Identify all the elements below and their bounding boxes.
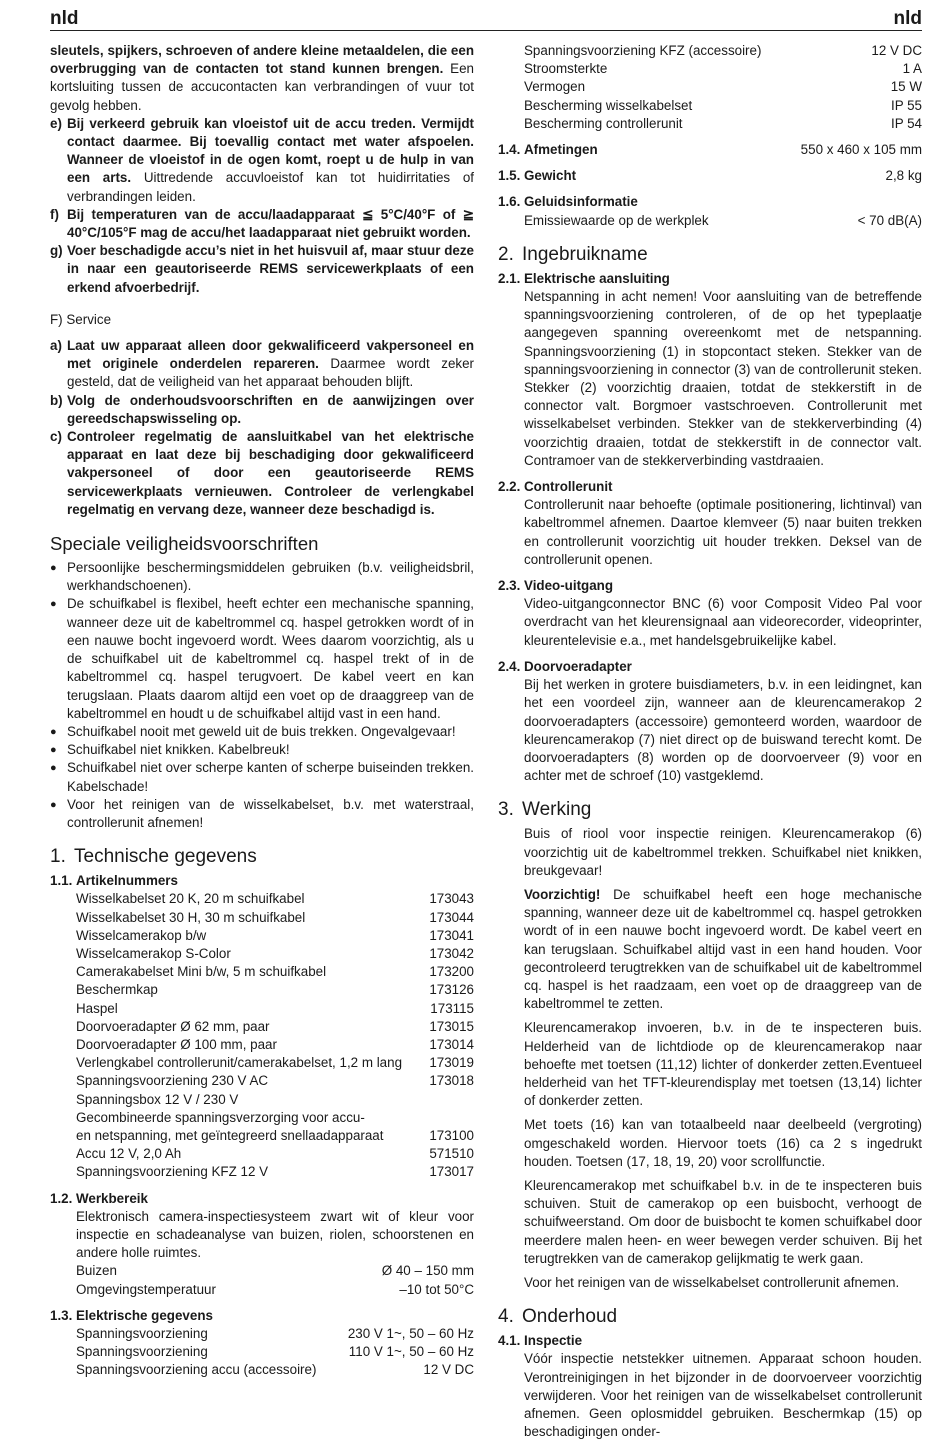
article-name: Verlengkabel controllerunit/camerakabelset, 1,2 m lang	[76, 1055, 403, 1071]
article-name: Doorvoeradapter Ø 100 mm, paar	[76, 1036, 277, 1052]
safety-bullet: ● De schuifkabel is flexibel, heeft echter een mechanische spanning, wanneer deze uit de kabeltrommel cq. haspel getrokken wordt of in een nauwe bocht ingevoerd wordt. Wees daarom voorzichtig, als u de schuifkabel uit de kabeltrommel cq. haspel trekt of in de kabeltrommel cq. haspel terugvoert. De kabel veert en kan terugslaan. Plaats daarom altijd een voet op de draaggreep van de kabeltrommel en houdt u de schuifkabel altijd vast in een hand.	[50, 595, 474, 722]
subsection-2-3-title: 2.3. Video-uitgang	[498, 578, 614, 594]
article-name: Spanningsvoorziening KFZ 12 V	[76, 1164, 269, 1180]
article-row	[50, 1109, 474, 1127]
werking-paragraph: Voor het reinigen van de wisselkabelset controllerunit afnemen.	[524, 1274, 900, 1290]
article-code: 173019	[429, 1055, 474, 1071]
article-row	[50, 1018, 474, 1036]
article-code: 173014	[429, 1036, 474, 1052]
article-row	[50, 927, 474, 945]
article-code: 173018	[429, 1073, 474, 1089]
article-row	[50, 1127, 474, 1145]
werking-paragraph: Met toets (16) kan van totaalbeeld naar deelbeeld (vergroting) omgeschakeld worden. Hiervoor toets (16) ca 2 s ingedrukt houden. Toetsen (17, 18, 19, 20) voor scrollfunctie.	[524, 1117, 922, 1169]
article-name: Camerakabelset Mini b/w, 5 m schuifkabel	[76, 964, 327, 980]
article-code: 173200	[429, 964, 474, 980]
noise-row: Emissiewaarde op de werkplek < 70 dB(A)	[524, 212, 922, 228]
werkbereik-text: Elektronisch camera-inspectiesysteem zwart wit of kleur voor inspectie en schadeanalyse van buizen, riolen, schoorstenen en andere holle ruimtes.	[76, 1208, 474, 1261]
article-code: 173044	[429, 909, 474, 925]
article-row	[50, 945, 474, 963]
article-code: 173126	[429, 982, 474, 998]
article-code: 173015	[429, 1018, 474, 1034]
safety-bullet: ● Voor het reinigen van de wisselkabelset, b.v. met waterstraal, controllerunit afnemen!	[50, 796, 474, 832]
subsection-1-6-title: 1.6. Geluidsinformatie	[498, 194, 638, 210]
article-name: Beschermkap	[76, 982, 158, 998]
elec-row: Vermogen 15 W	[524, 79, 922, 95]
article-code: 173100	[429, 1127, 474, 1143]
special-safety-title: Speciale veiligheidsvoorschriften	[50, 533, 319, 555]
article-name: Wisselcamerakop S-Color	[76, 945, 231, 961]
article-name: Spanningsvoorziening 230 V AC	[76, 1073, 269, 1089]
article-name: Wisselcamerakop b/w	[76, 927, 207, 943]
article-name: Wisselkabelset 30 H, 30 m schuifkabel	[76, 909, 306, 925]
werkbereik-row: Buizen Ø 40 – 150 mm	[76, 1263, 474, 1279]
subsection-2-2-title: 2.2. Controllerunit	[498, 479, 613, 495]
subsection-1-2-title: 1.2. Werkbereik	[50, 1190, 148, 1206]
elec-row: Spanningsvoorziening 230 V 1~, 50 – 60 Hz	[76, 1326, 474, 1341]
article-name: Doorvoeradapter Ø 62 mm, paar	[76, 1018, 270, 1034]
werking-paragraph: Kleurencamerakop invoeren, b.v. in de te inspecteren buis. Helderheid van de lichtdiode op de kleurencamerakop naar behoefte met toetsen (11,12) lichter of donkerder zetten.Eventueel helderheid van het TFT-kleurendisplay met toetsen (13,14) lichter of donkerder zetten.	[524, 1020, 922, 1109]
article-code: 173043	[429, 891, 474, 907]
elec-row: Spanningsvoorziening 110 V 1~, 50 – 60 Hz	[76, 1344, 474, 1360]
article-row	[50, 1091, 474, 1109]
service-item-a: a) Laat uw apparaat alleen door gekwalificeerd vakpersoneel en met originele onderdelen repareren. Daarmee wordt zeker gesteld, dat de veiligheid van het apparaat behouden blijft.	[50, 338, 474, 390]
subsection-2-2-text: Controllerunit naar behoefte (optimale positionering, lichtinval) van kabeltrommel afnemen. Daartoe klemveer (5) naar buiten trekken en controllerunit voorzichtig uit houder trekken. Deksel van de controllerunit openen.	[524, 497, 922, 567]
article-name: en netspanning, met geïntegreerd snellaadapparaat	[76, 1127, 384, 1143]
article-row	[50, 963, 474, 981]
article-row	[50, 1163, 474, 1181]
subsection-2-4-title: 2.4. Doorvoeradapter	[498, 658, 632, 674]
elec-row: Spanningsvoorziening accu (accessoire) 12 V DC	[76, 1362, 474, 1378]
article-row	[50, 1072, 474, 1090]
article-code: 173042	[429, 945, 474, 961]
section-1-title: 1. Technische gegevens	[50, 846, 257, 868]
section-2-title: 2. Ingebruikname	[498, 243, 648, 265]
intro-paragraph: sleutels, spijkers, schroeven of andere kleine metaaldelen, die een overbrugging van de contacten tot stand kunnen brengen. Een kortsluiting tussen de accucontacten kan verbrandingen of vuur tot gevolg hebben.	[50, 43, 474, 113]
subsection-4-1-title: 4.1. Inspectie	[498, 1333, 583, 1349]
article-name: Gecombineerde spanningsverzorging voor accu-	[76, 1109, 365, 1125]
service-title: F) Service	[50, 311, 112, 327]
subsection-2-1-title: 2.1. Elektrische aansluiting	[498, 270, 670, 286]
subsection-2-1-text: Netspanning in acht nemen! Voor aansluiting van de betreffende spanningsvoorziening controleren, of de op het typeplaatje aangegeven spanning overeenkomt met de netspanning. Spanningsvoorziening (1) in stopcontact steken. Stekker van de spanningsvoorziening in connector (3) van de controllerunit steken. Stekker (2) voorzichtig draaien, totdat de stekkerstift in de connector valt. Borgmoer vastschroeven. Controllerunit met wisselkabelset verbinden. Stekker van de stekkerverbinding (4) voorzichtig draaien, totdat de stekkerstift in de connector valt. Contramoer van de stekkerverbinding vastdraaien.	[524, 289, 922, 468]
werking-paragraph: Buis of riool voor inspectie reinigen. Kleurencamerakop (6) voorzichtig uit de kabeltrommel trekken. Schuifkabel niet knikken, breukgevaar!	[524, 826, 922, 878]
werkbereik-row: Omgevingstemperatuur –10 tot 50°C	[76, 1281, 474, 1297]
subsection-2-4-text: Bij het werken in grotere buisdiameters, b.v. in een leidingnet, kan het een voordeel zijn, wanneer aan de kleurencamerakop 2 doorvoeradapters (accessoire) gemonteerd worden, waardoor de kleurencamerakop (7) niet direct op de buiswand terecht komt. De doorvoeradapters (8) worden op de doorvoerveer (9) voor en achter met de schroef (10) vastgeklemd.	[524, 677, 922, 784]
section-4-title: 4. Onderhoud	[498, 1306, 618, 1328]
article-code: 571510	[429, 1146, 474, 1162]
header-language-left: nld	[50, 8, 79, 29]
section-3-title: 3. Werking	[498, 799, 592, 821]
subsection-1-4: 1.4. Afmetingen 550 x 460 x 105 mm	[498, 142, 922, 158]
subsection-4-1-text: Vóór inspectie netstekker uitnemen. Apparaat schoon houden. Verontreinigingen in het bijzonder in de doorvoerveer voorzichtig verwijderen. Voor het reinigen van de wisselkabelset controllerunit afnemen. Geen oplosmiddel gebruiken. Beschermkap (15) op beschadigingen onder-	[524, 1351, 922, 1440]
article-row	[50, 890, 474, 908]
left-column	[50, 42, 474, 1380]
article-row	[50, 981, 474, 999]
subsection-1-3-title: 1.3. Elektrische gegevens	[50, 1307, 213, 1323]
article-row	[50, 1036, 474, 1054]
article-code: 173115	[430, 1000, 474, 1016]
warning-item-g: g) Voer beschadigde accu’s niet in het huisvuil af, maar stuur deze in naar een geautoriseerde REMS servicewerkplaats of een erkend afvoerbedrijf.	[50, 243, 474, 295]
article-name: Spanningsbox 12 V / 230 V	[76, 1091, 239, 1107]
warning-item-f: f) Bij temperaturen van de accu/laadapparaat ≦ 5°C/40°F of ≧ 40°C/105°F mag de accu/het laadapparaat niet gebruikt worden.	[50, 206, 474, 241]
article-number-list	[50, 890, 474, 1181]
safety-bullet: ● Schuifkabel nooit met geweld uit de buis trekken. Ongevalgevaar!	[50, 723, 474, 741]
safety-bullet: ● Schuifkabel niet knikken. Kabelbreuk!	[50, 741, 474, 759]
subsection-1-1-title: 1.1. Artikelnummers	[50, 873, 178, 889]
warning-item-e: e) Bij verkeerd gebruik kan vloeistof uit de accu treden. Vermijdt contact daarmee. Bij toevallig contact met water afspoelen. Wanneer de vloeistof in de ogen komt, roept u de hulp in van een arts. Uittredende accuvloeistof kan tot huidirritaties of verbrandingen leiden.	[50, 115, 474, 204]
article-row	[50, 909, 474, 927]
elec-row: Stroomsterkte 1 A	[524, 61, 922, 77]
safety-bullet: ● Schuifkabel niet over scherpe kanten of scherpe buiseinden trekken. Kabelschade!	[50, 759, 474, 795]
article-name: Wisselkabelset 20 K, 20 m schuifkabel	[76, 891, 305, 907]
article-code: 173017	[429, 1164, 474, 1180]
article-row	[50, 1145, 474, 1163]
article-code: 173041	[429, 927, 474, 943]
werking-paragraph: Voorzichtig! De schuifkabel heeft een hoge mechanische spanning, wanneer deze uit de kabeltrommel cq. haspel getrokken wordt of in een nauwe bocht ingevoerd wordt. De kabel veert en kan terugslaan. Schuifkabel altijd vast in een hand houden. Voor gecontroleerd terugtrekken van de schuifkabel uit de kabeltrommel cq. haspel is het raadzaam, een voet op de draaggreep van de kabeltrommel te zetten.	[524, 886, 922, 1012]
article-row	[50, 1054, 474, 1072]
page-header	[50, 8, 922, 31]
header-language-right: nld	[893, 8, 922, 29]
subsection-2-3-text: Video-uitgangconnector BNC (6) voor Composit Video Pal voor overdracht van het kleurensignaal aan videorecorder, videoprinter, kleurentelevisie e.a., met handelsgebruikelijke kabel.	[524, 596, 922, 648]
subsection-1-5: 1.5. Gewicht 2,8 kg	[498, 168, 922, 184]
service-item-c: c) Controleer regelmatig de aansluitkabel van het elektrische apparaat en laat deze bij beschadiging door gekwalificeerd vakpersoneel of door een geautoriseerde REMS servicewerkplaats vernieuwen. Controleer de verlengkabel regelmatig en vervang deze, wanneer deze beschadigd is.	[50, 429, 474, 517]
werking-paragraph: Kleurencamerakop met schuifkabel b.v. in de te inspecteren buis schuiven. Stuit de camerakop op een buisbocht, verhoogt de schuifweerstand. Om door de buisbocht te komen schuifkabel door meerdere malen heen- en weer bewegen verder schuiven. Bij het terugtrekken van de camerakop gelijkmatig te werk gaan.	[524, 1177, 922, 1266]
article-name: Haspel	[76, 1000, 118, 1016]
article-row	[50, 1000, 474, 1018]
right-column	[498, 42, 922, 1441]
elec-row: Spanningsvoorziening KFZ (accessoire) 12 V DC	[524, 43, 922, 58]
elec-row: Bescherming controllerunit IP 54	[524, 115, 922, 131]
article-name: Accu 12 V, 2,0 Ah	[76, 1146, 182, 1162]
safety-bullet: ● Persoonlijke beschermingsmiddelen gebruiken (b.v. veiligheidsbril, werkhandschoenen).	[50, 559, 474, 595]
service-item-b: b) Volg de onderhoudsvoorschriften en de aanwijzingen over gereedschapswisseling op.	[50, 392, 474, 426]
elec-row: Bescherming wisselkabelset IP 55	[524, 97, 922, 113]
